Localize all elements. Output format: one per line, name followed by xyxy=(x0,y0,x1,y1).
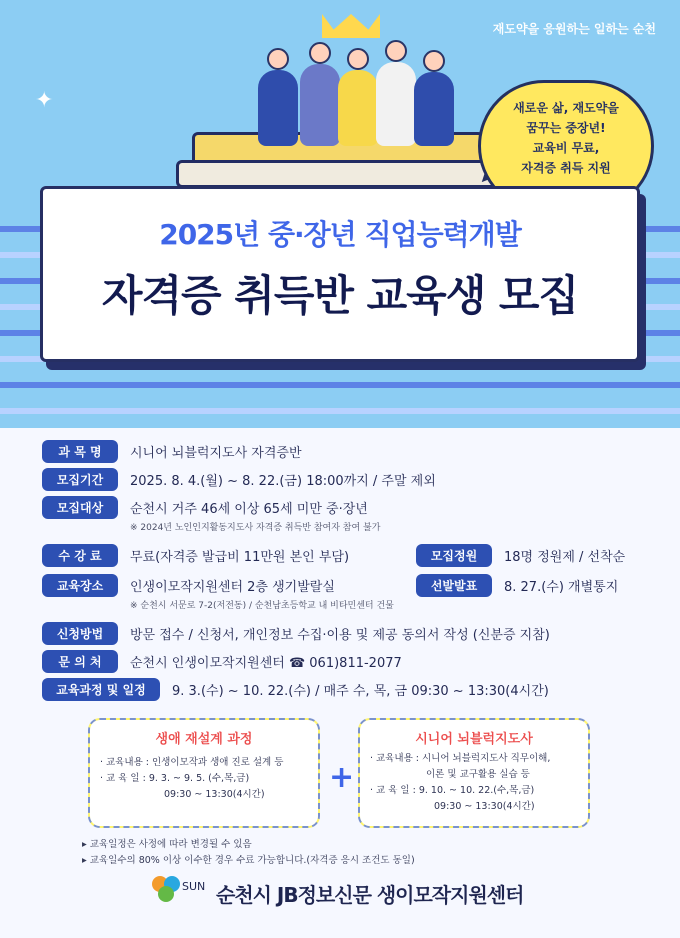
fee-label: 수 강 료 xyxy=(42,544,118,567)
contact-label: 문 의 처 xyxy=(42,650,118,673)
course-right-line: · 교육내용 : 시니어 뇌블럭지도사 직무이해, xyxy=(370,753,551,764)
course-right-line: 이론 및 교구활용 실습 등 xyxy=(426,769,530,780)
course-right-box xyxy=(358,718,590,828)
suncheon-logo xyxy=(146,872,208,912)
course-right-line: · 교 육 일 : 9. 10. ~ 10. 22.(수,목,금) xyxy=(370,785,535,796)
person-head xyxy=(385,40,407,62)
footer-note: ▸ 교육일정은 사정에 따라 변경될 수 있음 xyxy=(82,839,252,850)
announce-value: 8. 27.(수) 개별통지 xyxy=(504,580,619,595)
title-paper xyxy=(40,186,640,362)
announce-row xyxy=(416,574,618,597)
person-illustration xyxy=(376,62,416,146)
bubble-line: 자격증 취득 지원 xyxy=(521,161,611,175)
target-label: 모집대상 xyxy=(42,496,118,519)
sparkle-icon: ✦ xyxy=(35,88,54,113)
capacity-row xyxy=(416,544,625,567)
apply-row xyxy=(42,622,550,645)
book-illustration xyxy=(176,160,506,188)
person-illustration xyxy=(300,64,340,146)
crown-icon xyxy=(322,14,380,38)
fee-row xyxy=(42,544,349,567)
course-right-title: 시니어 뇌블럭지도사 xyxy=(415,732,533,747)
announce-label: 선발발표 xyxy=(416,574,492,597)
person-illustration xyxy=(258,70,298,146)
course-right-line: 09:30 ~ 13:30(4시간) xyxy=(434,801,535,812)
place-value: 인생이모작지원센터 2층 생기발랄실 xyxy=(130,580,335,595)
person-head xyxy=(423,50,445,72)
course-name-value: 시니어 뇌블럭지도사 자격증반 xyxy=(130,446,302,461)
bubble-line: 꿈꾸는 중장년! xyxy=(526,121,606,135)
title-line-1: 2025년 중·장년 직업능력개발 xyxy=(159,218,521,251)
course-left-line: 09:30 ~ 13:30(4시간) xyxy=(164,789,265,800)
course-left-title: 생애 재설계 과정 xyxy=(155,732,253,747)
capacity-value: 18명 정원제 / 선착순 xyxy=(504,550,626,565)
course-left-box xyxy=(88,718,320,828)
target-value: 순천시 거주 46세 이상 65세 미만 중·장년 xyxy=(130,502,368,517)
details-section xyxy=(0,428,680,938)
apply-value: 방문 접수 / 신청서, 개인정보 수집·이용 및 제공 동의서 작성 (신분증 지참) xyxy=(130,628,550,643)
course-left-line: · 교육내용 : 인생이모작과 생애 진로 설계 등 xyxy=(100,757,284,768)
place-note: ※ 순천시 서문로 7-2(저전동) / 순천남초등학교 내 비타민센터 건물 xyxy=(130,601,394,611)
person-head xyxy=(267,48,289,70)
contact-row xyxy=(42,650,402,673)
target-note: ※ 2024년 노인인지활동지도사 자격증 취득반 참여자 참여 불가 xyxy=(130,523,381,533)
course-name-label: 과 목 명 xyxy=(42,440,118,463)
title-line-2: 자격증 취득반 교육생 모집 xyxy=(101,271,579,320)
person-illustration xyxy=(338,70,378,146)
place-row xyxy=(42,574,335,597)
book-stack-line xyxy=(0,408,680,414)
recruit-period-label: 모집기간 xyxy=(42,468,118,491)
bubble-line: 교육비 무료, xyxy=(532,141,600,155)
bubble-line: 새로운 삶, 재도약을 xyxy=(513,101,619,115)
top-brand-text: 재도약을 응원하는 일하는 순천 xyxy=(492,22,656,36)
course-name-row xyxy=(42,440,302,463)
fee-value: 무료(자격증 발급비 11만원 본인 부담) xyxy=(130,550,350,565)
target-row xyxy=(42,496,368,519)
course-inner xyxy=(360,720,588,826)
course-inner xyxy=(90,720,318,826)
footer-center-text: 순천시 JB정보신문 생이모작지원센터 xyxy=(216,883,524,907)
course-left-line: · 교 육 일 : 9. 3. ~ 9. 5. (수,목,금) xyxy=(100,773,250,784)
schedule-label: 교육과정 및 일정 xyxy=(42,678,160,701)
recruit-period-value: 2025. 8. 4.(월) ~ 8. 22.(금) 18:00까지 / 주말 제외 xyxy=(130,474,436,489)
book-stack-line xyxy=(0,382,680,388)
schedule-row xyxy=(42,678,549,701)
apply-label: 신청방법 xyxy=(42,622,118,645)
hero-section xyxy=(0,0,680,428)
contact-value: 순천시 인생이모작지원센터 ☎ 061)811-2077 xyxy=(130,656,402,671)
person-head xyxy=(347,48,369,70)
schedule-value: 9. 3.(수) ~ 10. 22.(수) / 매주 수, 목, 금 09:30 ~ 13:30(4시간) xyxy=(172,684,549,699)
footer-note: ▸ 교육일수의 80% 이상 이수한 경우 수료 가능합니다.(자격증 응시 조건도 동일) xyxy=(82,855,415,866)
logo-text: SUN xyxy=(182,880,206,893)
place-label: 교육장소 xyxy=(42,574,118,597)
person-head xyxy=(309,42,331,64)
recruit-period-row xyxy=(42,468,436,491)
capacity-label: 모집정원 xyxy=(416,544,492,567)
plus-sign: + xyxy=(329,760,355,795)
person-illustration xyxy=(414,72,454,146)
